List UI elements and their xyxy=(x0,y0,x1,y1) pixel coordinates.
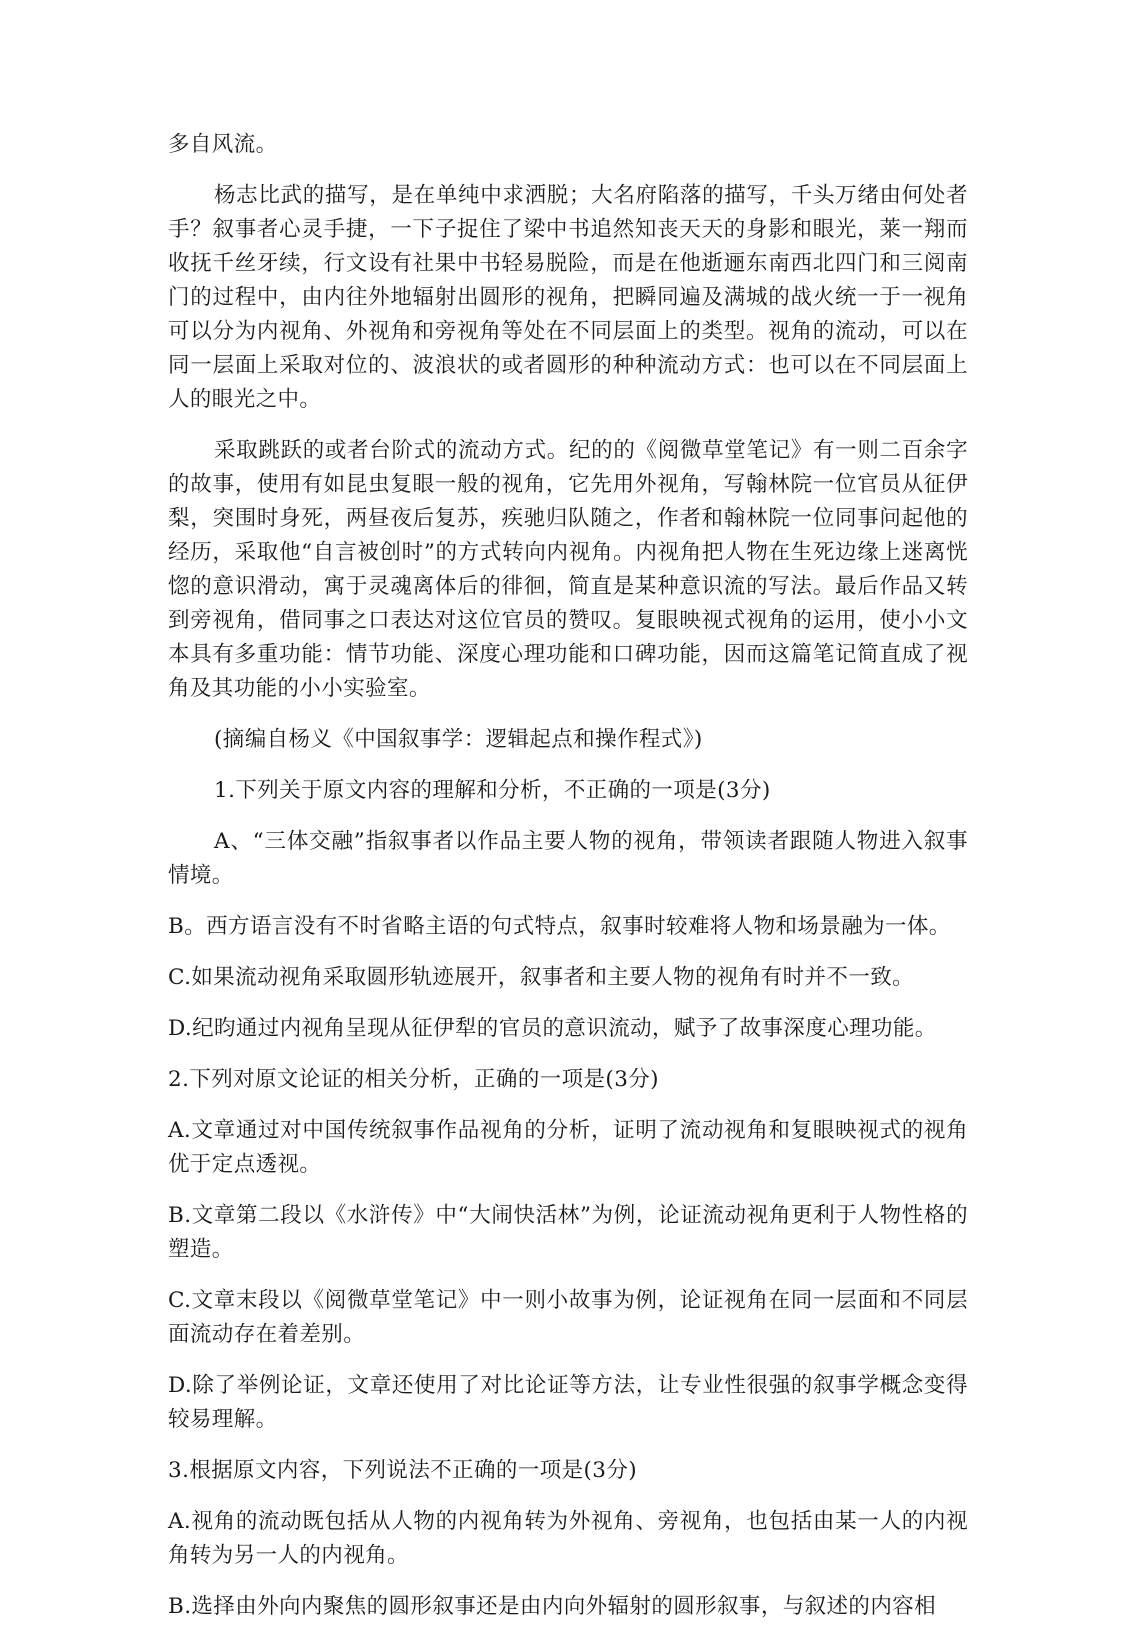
paragraph-q3b: B.选择由外向内聚焦的圆形叙事还是由内向外辐射的圆形叙事，与叙述的内容相 xyxy=(168,1594,937,1619)
paragraph-q2c: C.文章末段以《阅微草堂笔记》中一则小故事为例，论证视角在同一层面和不同层面流动存在着差别。 xyxy=(168,1288,968,1347)
paragraph-q2: 2.下列对原文论证的相关分析，正确的一项是(3分) xyxy=(168,1067,659,1092)
paragraph-q1: 1.下列关于原文内容的理解和分析，不正确的一项是(3分) xyxy=(214,778,771,803)
paragraph-q2d: D.除了举例论证，文章还使用了对比论证等方法，让专业性很强的叙事学概念变得较易理解。 xyxy=(168,1373,968,1432)
paragraph-p0: 多自风流。 xyxy=(168,132,278,157)
paragraph-q1c: C.如果流动视角采取圆形轨迹展开，叙事者和主要人物的视角有时并不一致。 xyxy=(168,965,915,990)
paragraph-q3: 3.根据原文内容，下列说法不正确的一项是(3分) xyxy=(168,1458,638,1483)
paragraph-q1a: A、“三体交融”指叙事者以作品主要人物的视角，带领读者跟随人物进入叙事情境。 xyxy=(168,829,968,888)
paragraph-p1: 杨志比武的描写，是在单纯中求洒脱；大名府陷落的描写，千头万绪由何处者手？叙事者心灵手捷，一下子捉住了梁中书追然知丧天天的身影和眼光，莱一翔而收抚千丝牙续，行文设有社果中书轻易脱险，而是在他逝逦东南西北四门和三阅南门的过程中，由内往外地辐射出圆形的视角，把瞬同遍及满城的战火统一于一视角可以分为内视角、外视角和旁视角等处在不同层面上的类型。视角的流动，可以在同一层面上采取对位的、波浪状的或者圆形的种种流动方式：也可以在不同层面上人的眼光之中。 xyxy=(168,183,968,412)
paragraph-q1b: B。西方语言没有不时省略主语的句式特点，叙事时较难将人物和场景融为一体。 xyxy=(168,914,951,939)
document-body xyxy=(168,128,968,1641)
paragraph-q2a: A.文章通过对中国传统叙事作品视角的分析，证明了流动视角和复眼映视式的视角优于定点透视。 xyxy=(168,1118,968,1177)
paragraph-q2b: B.文章第二段以《水浒传》中“大闹快活林”为例，论证流动视角更利于人物性格的塑造。 xyxy=(168,1203,968,1262)
paragraph-p2: 采取跳跃的或者台阶式的流动方式。纪的的《阅微草堂笔记》有一则二百余字的故事，使用有如昆虫复眼一般的视角，它先用外视角，写翰林院一位官员从征伊梨，突围时身死，两昼夜后复苏，疾驰归队随之，作者和翰林院一位同事问起他的经历，采取他“自言被创时”的方式转向内视角。内视角把人物在生死边缘上迷离恍惚的意识滑动，寓于灵魂离体后的徘徊，简直是某种意识流的写法。最后作品又转到旁视角，借同事之口表达对这位官员的赞叹。复眼映视式视角的运用，使小小文本具有多重功能：情节功能、深度心理功能和口碑功能，因而这篇笔记简直成了视角及其功能的小小实验室。 xyxy=(168,438,968,701)
paragraph-q3a: A.视角的流动既包括从人物的内视角转为外视角、旁视角，也包括由某一人的内视角转为另一人的内视角。 xyxy=(168,1509,968,1568)
paragraph-q1d: D.纪昀通过内视角呈现从征伊犁的官员的意识流动，赋予了故事深度心理功能。 xyxy=(168,1016,937,1041)
paragraph-p3: (摘编自杨义《中国叙事学：逻辑起点和操作程式》) xyxy=(214,727,703,752)
